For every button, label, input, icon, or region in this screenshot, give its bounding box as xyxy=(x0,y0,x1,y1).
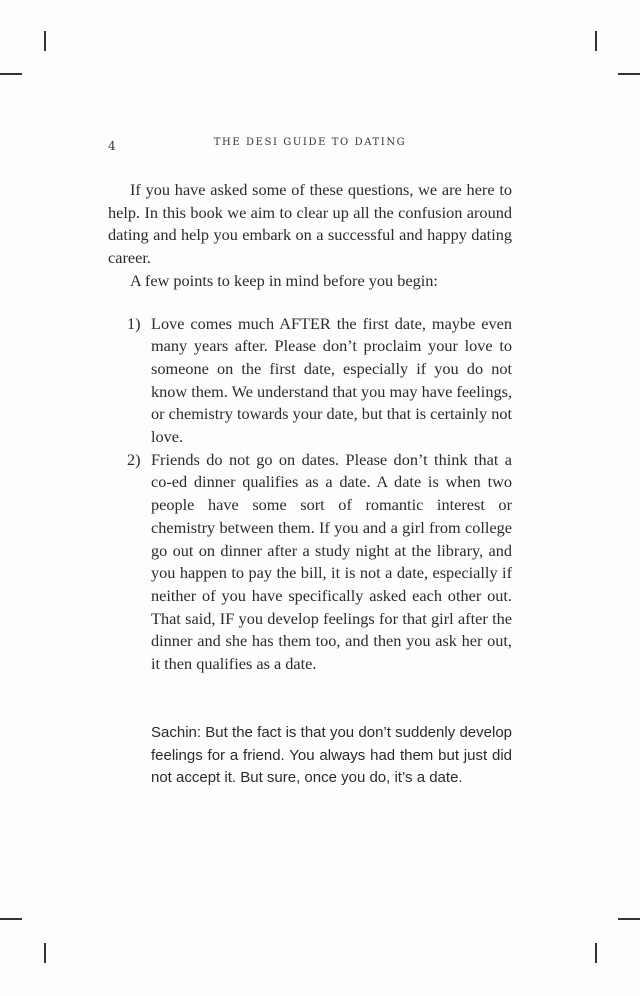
list-item xyxy=(108,449,512,676)
crop-mark-bottom-left xyxy=(44,943,46,963)
points-list xyxy=(108,313,512,676)
running-head xyxy=(108,137,512,153)
crop-mark-top-left xyxy=(0,73,22,75)
crop-mark-top-right xyxy=(618,73,640,75)
crop-mark-bottom-right xyxy=(595,943,597,963)
crop-mark-bottom-left xyxy=(0,918,22,920)
crop-mark-bottom-right xyxy=(618,918,640,920)
crop-mark-top-left xyxy=(44,31,46,51)
book-title: THE DESI GUIDE TO DATING xyxy=(213,137,407,148)
list-item-text: Friends do not go on dates. Please don’t think that a co-ed dinner qualifies as a date. A date is when two people have some sort of romantic interest or chemistry between them. If you and a girl from college go out on dinner after a study night at the library, and you happen to pay the bill, it is not a date, especially if neither of you have specifically asked each other out. That said, IF you develop feelings for that girl after the dinner and she has them too, and then you ask her out, it then qualifies as a date. xyxy=(151,449,512,674)
list-item-number: 1) xyxy=(127,313,141,333)
paragraph-intro: If you have asked some of these questions, we are here to help. In this book we aim to clear up all the confusion around dating and help you embark on a successful and happy dating career. xyxy=(108,180,512,268)
crop-mark-top-right xyxy=(595,31,597,51)
page-number: 4 xyxy=(108,139,116,153)
sachin-quote: Sachin: But the fact is that you don’t suddenly develop feelings for a friend. You always had them but just did not accept it. But sure, once you do, it’s a date. xyxy=(151,724,512,787)
list-item-text: Love comes much AFTER the first date, maybe even many years after. Please don’t proclaim your love to someone on the first date, especially if you do not know them. We understand that you may have feelings, or chemistry towards your date, but that is certainly not love. xyxy=(151,313,513,447)
list-item-number: 2) xyxy=(127,449,141,469)
body-text xyxy=(108,179,512,676)
list-item xyxy=(108,313,512,449)
paragraph-points-intro: A few points to keep in mind before you begin: xyxy=(130,270,438,290)
